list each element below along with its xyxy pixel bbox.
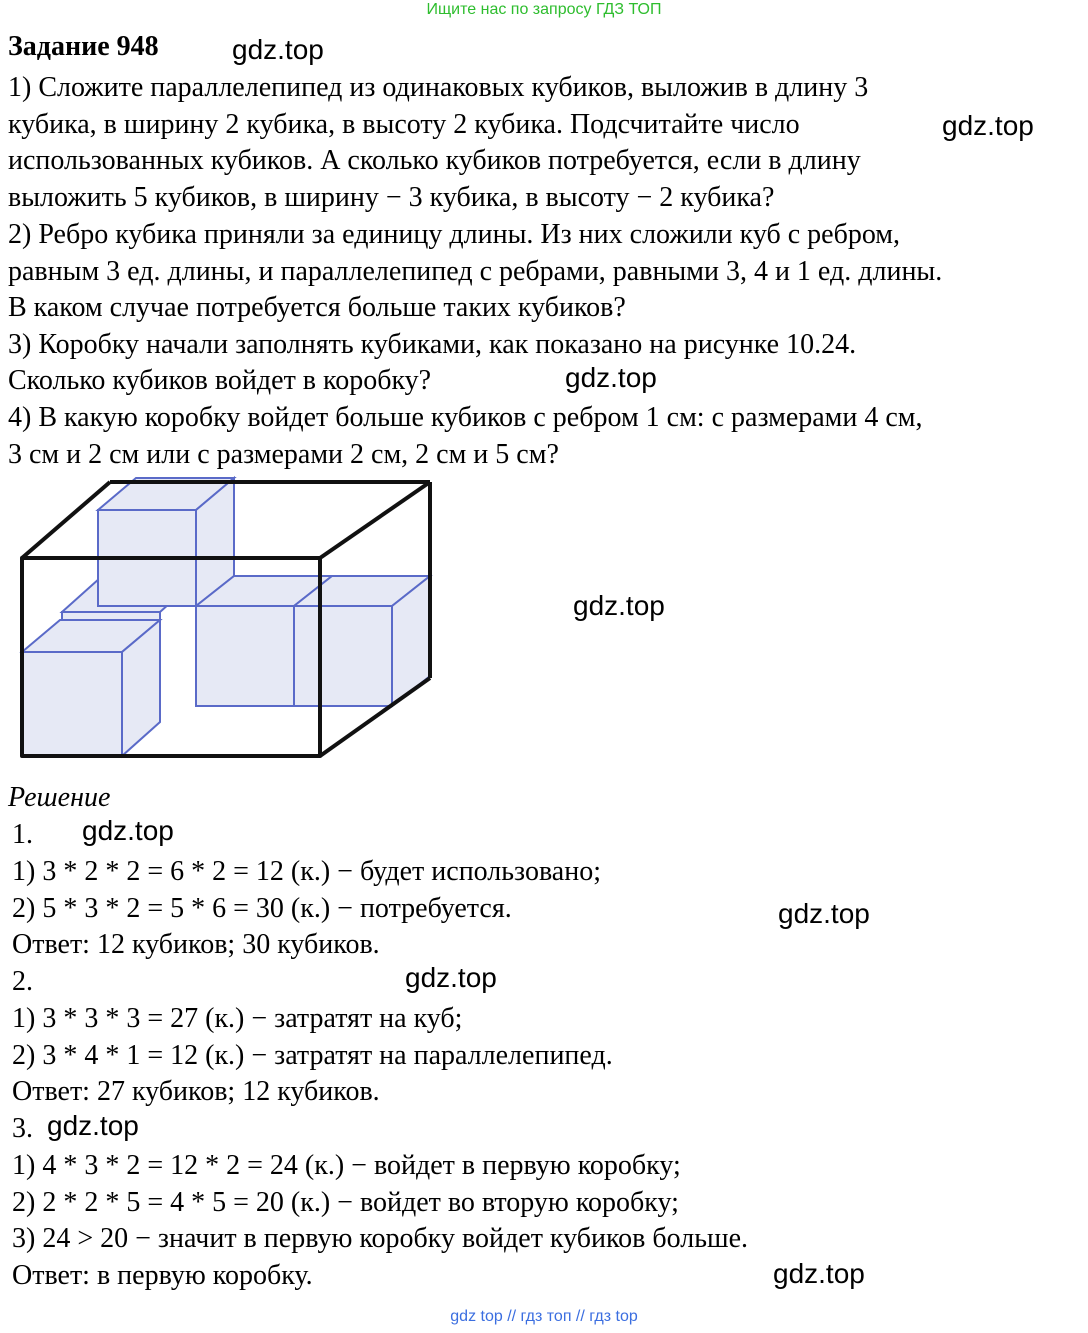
solution-line: 2) 5 * 3 * 2 = 5 * 6 = 30 (к.) − потребуется. [12, 893, 512, 924]
footer-links[interactable]: gdz top // гдз топ // гдз top [450, 1308, 638, 1325]
watermark: gdz.top [773, 1258, 865, 1289]
solution-line: 1) 4 * 3 * 2 = 12 * 2 = 24 (к.) − войдет в первую коробку; [12, 1150, 681, 1181]
task-line: 1) Сложите параллелепипед из одинаковых кубиков, выложив в длину 3 [8, 72, 869, 103]
watermark: gdz.top [942, 110, 1034, 141]
solution-line: 2) 3 * 4 * 1 = 12 (к.) − затратят на параллелепипед. [12, 1040, 613, 1071]
watermark: gdz.top [573, 590, 665, 621]
watermark: gdz.top [47, 1110, 139, 1141]
solution-answer: Ответ: 12 кубиков; 30 кубиков. [12, 929, 380, 960]
watermark: gdz.top [232, 34, 324, 65]
task-title: Задание 948 [8, 31, 159, 62]
solution-line: 3) 24 > 20 − значит в первую коробку войдет кубиков больше. [12, 1223, 749, 1254]
box-with-cubes-figure [10, 470, 440, 770]
task-line: 3 см и 2 см или с размерами 2 см, 2 см и 5 см? [8, 439, 559, 470]
task-line: кубика, в ширину 2 кубика, в высоту 2 кубика. Подсчитайте число [8, 109, 800, 140]
top-banner[interactable]: Ищите нас по запросу ГДЗ ТОП [426, 1, 662, 18]
solution-answer: Ответ: в первую коробку. [12, 1260, 313, 1291]
solution-heading: Решение [8, 782, 111, 813]
cube-tall-top [98, 478, 234, 606]
task-line: 2) Ребро кубика приняли за единицу длины. Из них сложили куб с ребром, [8, 219, 901, 250]
task-line: Сколько кубиков войдет в коробку? [8, 365, 432, 396]
solution-line: 1) 3 * 3 * 3 = 27 (к.) − затратят на куб; [12, 1003, 463, 1034]
task-line: использованных кубиков. А сколько кубиков потребуется, если в длину [8, 145, 861, 176]
task-line: В каком случае потребуется больше таких кубиков? [8, 292, 626, 323]
task-line: равным 3 ед. длины, и параллелепипед с ребрами, равными 3, 4 и 1 ед. длины. [8, 256, 943, 287]
watermark: gdz.top [778, 898, 870, 929]
watermark: gdz.top [405, 962, 497, 993]
solution-number: 1. [12, 819, 33, 850]
watermark: gdz.top [565, 362, 657, 393]
task-line: 4) В какую коробку войдет больше кубиков с ребром 1 см: с размерами 4 см, [8, 402, 923, 433]
task-line: 3) Коробку начали заполнять кубиками, как показано на рисунке 10.24. [8, 329, 857, 360]
task-line: выложить 5 кубиков, в ширину − 3 кубика, в высоту − 2 кубика? [8, 182, 775, 213]
watermark: gdz.top [82, 815, 174, 846]
solution-line: 2) 2 * 2 * 5 = 4 * 5 = 20 (к.) − войдет во вторую коробку; [12, 1187, 679, 1218]
cube-right [294, 576, 430, 706]
cube-front-left [22, 620, 160, 756]
solution-number: 3. [12, 1113, 33, 1144]
solution-line: 1) 3 * 2 * 2 = 6 * 2 = 12 (к.) − будет использовано; [12, 856, 601, 887]
solution-number: 2. [12, 966, 33, 997]
solution-answer: Ответ: 27 кубиков; 12 кубиков. [12, 1076, 380, 1107]
